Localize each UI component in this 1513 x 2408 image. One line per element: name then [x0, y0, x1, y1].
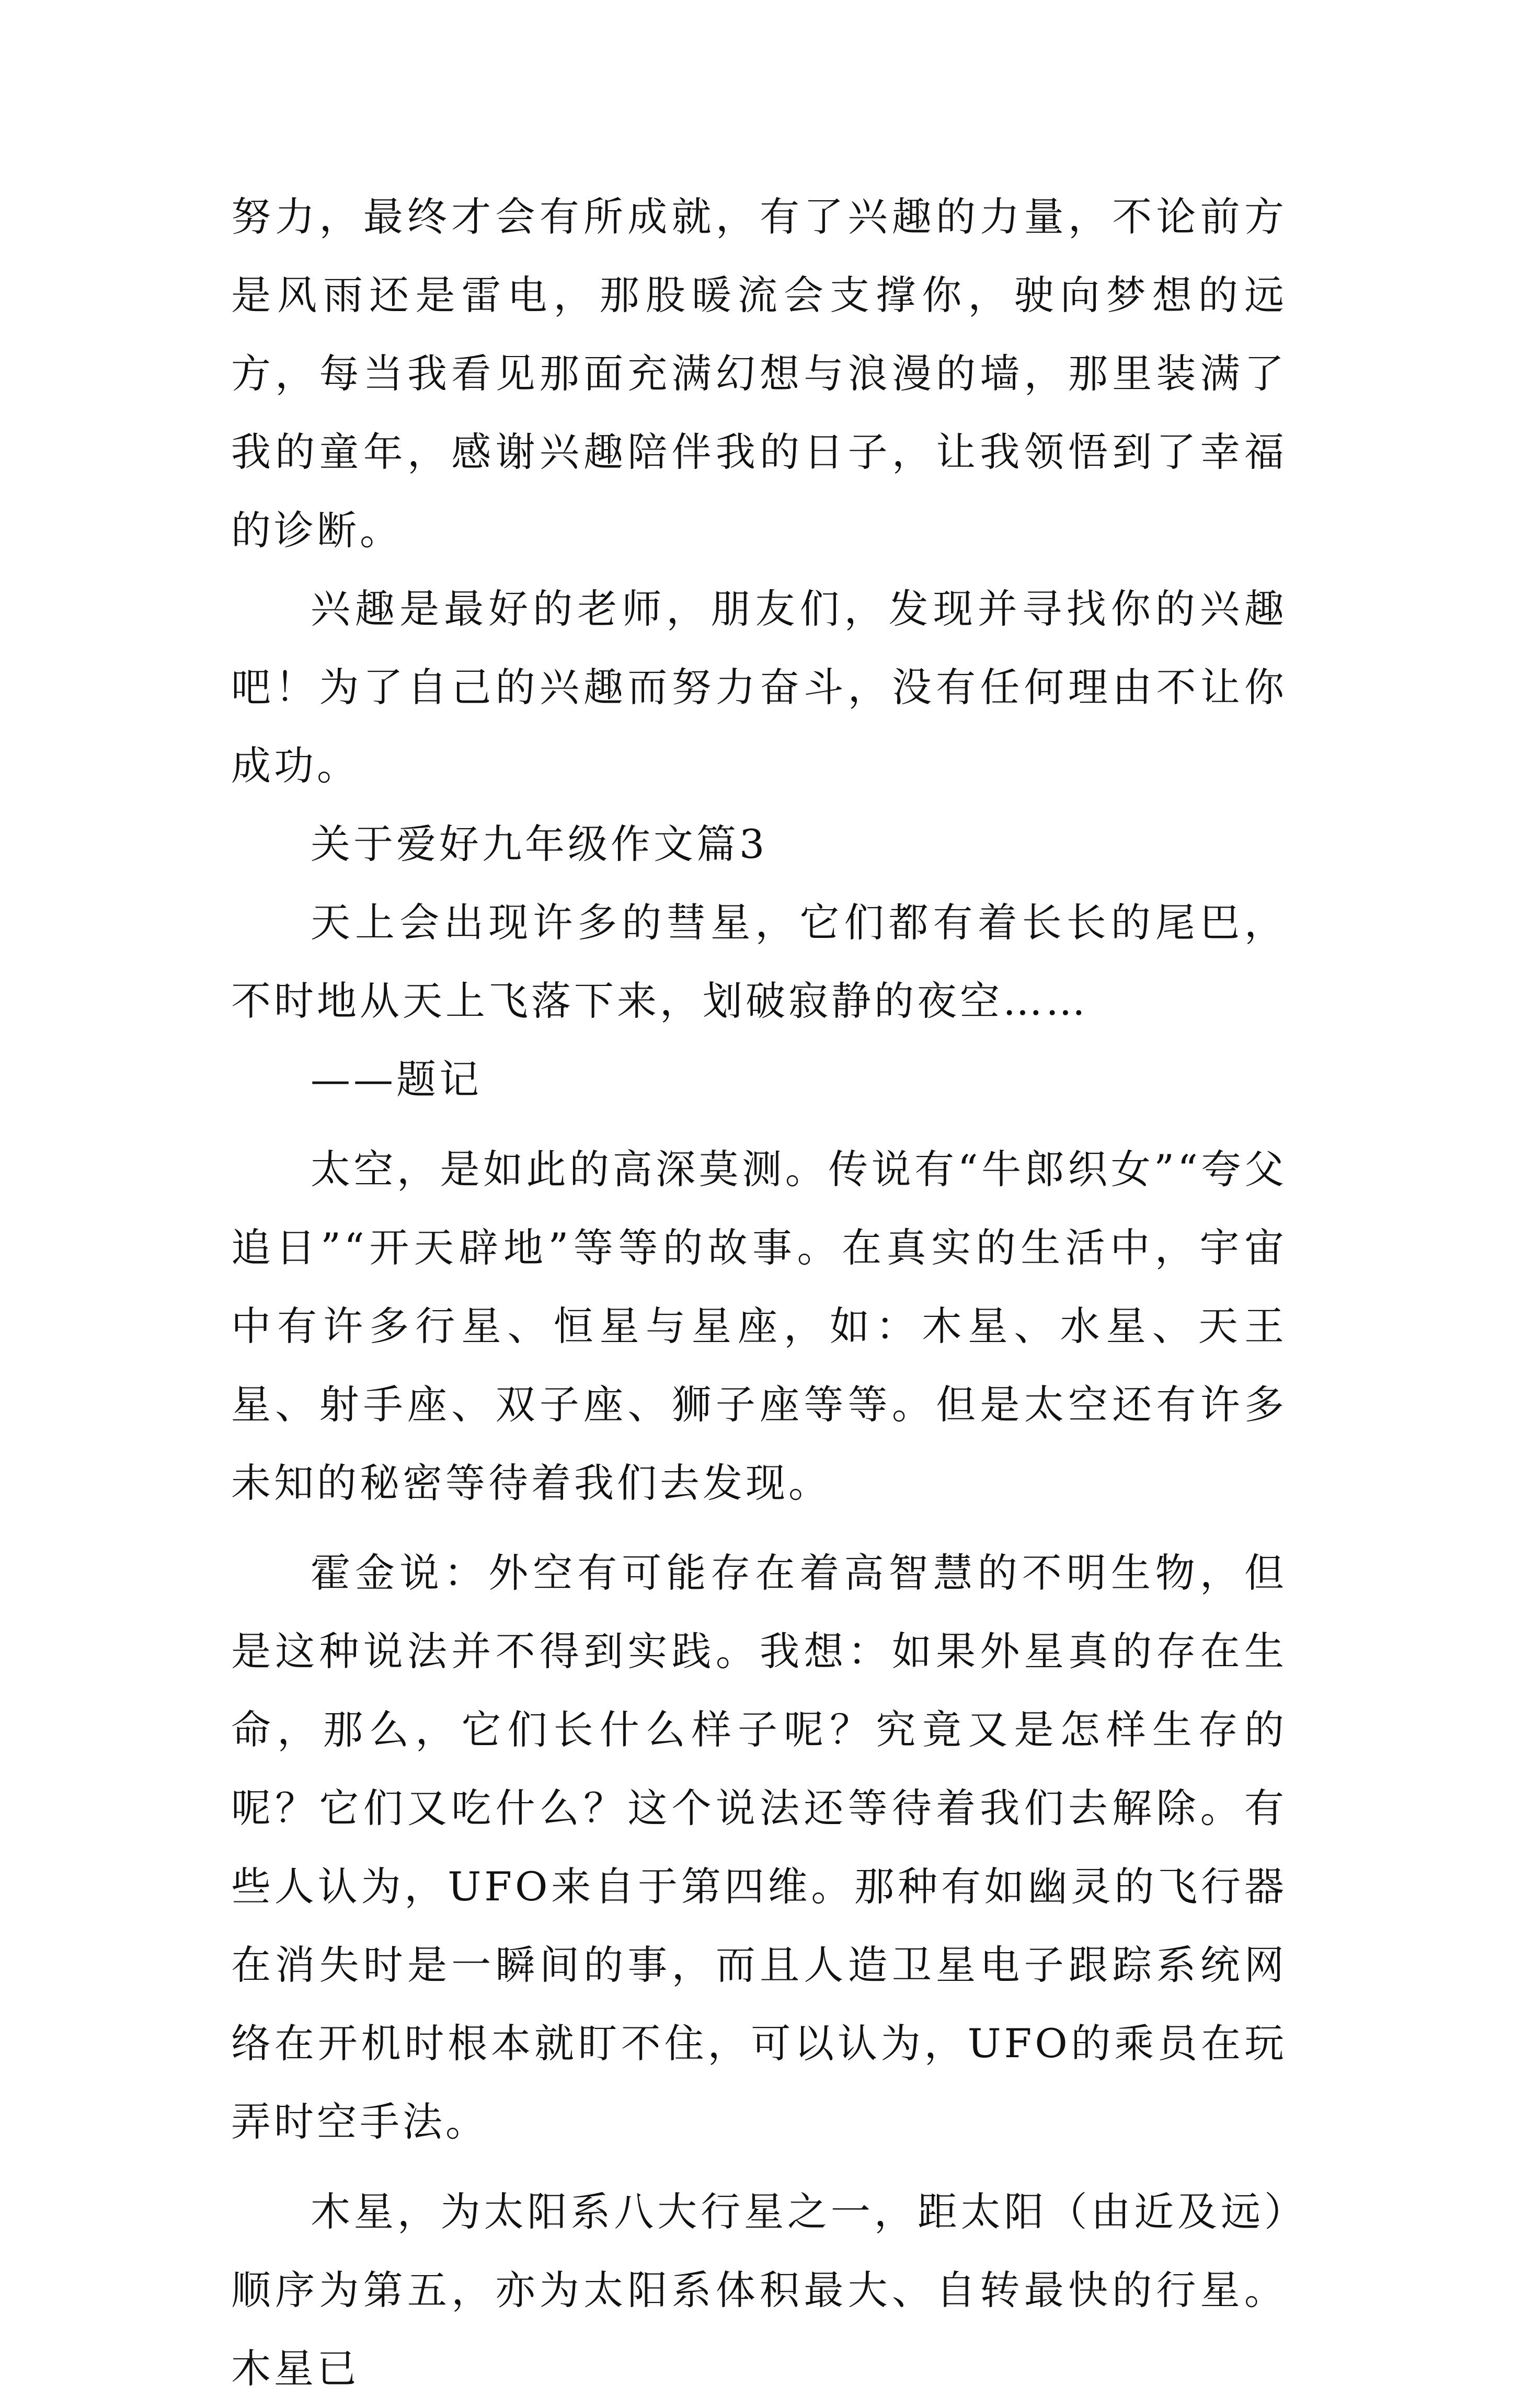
paragraph-4: 太空，是如此的高深莫测。传说有“牛郎织女”“夸父追日”“开天辟地”等等的故事。在真实的生活中，宇宙中有许多行星、恒星与星座，如：木星、水星、天王星、射手座、双子座、狮子座等等。但是太空还有许多未知的秘密等待着我们去发现。 — [231, 1146, 1287, 1506]
paragraph-6: 木星，为太阳系八大行星之一，距太阳（由近及远）顺序为第五，亦为太阳系体积最大、自转最快的行星。木星已 — [231, 2188, 1287, 2392]
section-heading: 关于爱好九年级作文篇3 — [311, 821, 768, 867]
document-body — [231, 178, 1287, 2408]
paragraph-2: 兴趣是最好的老师，朋友们，发现并寻找你的兴趣吧！为了自己的兴趣而努力奋斗，没有任何理由不让你成功。 — [231, 586, 1287, 789]
epigraph-attribution: ——题记 — [311, 1056, 482, 1103]
paragraph-5: 霍金说：外空有可能存在着高智慧的不明生物，但是这种说法并不得到实践。我想：如果外星真的存在生命，那么，它们长什么样子呢？究竟又是怎样生存的呢？它们又吃什么？这个说法还等待着我们去解除。有些人认为，UFO来自于第四维。那种有如幽灵的飞行器在消失时是一瞬间的事，而且人造卫星电子跟踪系统网络在开机时根本就盯不住，可以认为，UFO的乘员在玩弄时空手法。 — [231, 1550, 1287, 2145]
paragraph-3: 天上会出现许多的彗星，它们都有着长长的尾巴，不时地从天上飞落下来，划破寂静的夜空…… — [231, 899, 1287, 1024]
paragraph-1: 努力，最终才会有所成就，有了兴趣的力量，不论前方是风雨还是雷电，那股暖流会支撑你，驶向梦想的远方，每当我看见那面充满幻想与浪漫的墙，那里装满了我的童年，感谢兴趣陪伴我的日子，让我领悟到了幸福的诊断。 — [231, 193, 1287, 554]
